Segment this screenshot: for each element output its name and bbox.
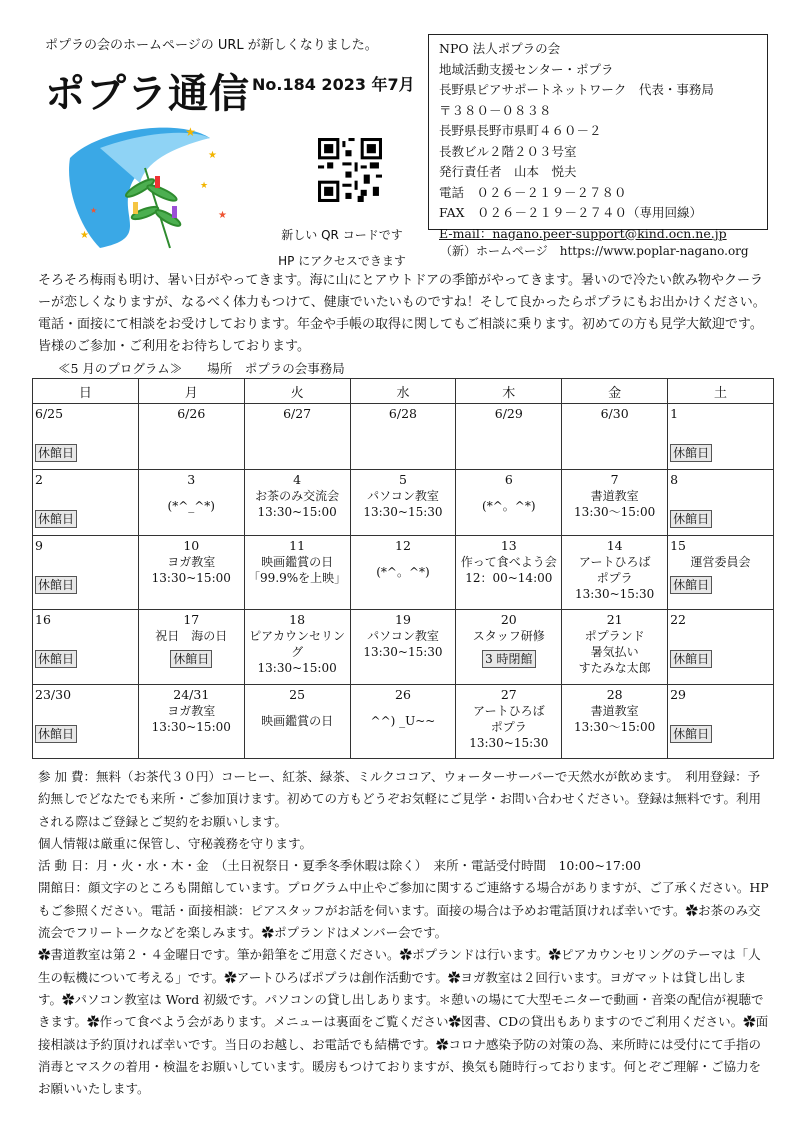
homepage-link[interactable]: （新）ホームページ https://www.poplar-nagano.org <box>440 244 749 258</box>
calendar-day-cell <box>562 469 668 535</box>
svg-text:★: ★ <box>218 210 227 221</box>
day-number: 6/25 <box>35 406 64 421</box>
closed-badge: 休館日 <box>170 650 212 668</box>
event-text: 13:30～15:00 <box>574 504 656 519</box>
event-text: 13:30~15:00 <box>151 570 231 585</box>
calendar-day-cell <box>668 610 774 684</box>
svg-text:★: ★ <box>200 181 209 191</box>
calendar-day-cell <box>668 535 774 609</box>
closed-badge: 休館日 <box>35 510 77 528</box>
day-number: 7 <box>610 471 619 487</box>
calendar-day-cell <box>456 469 562 535</box>
day-number: 17 <box>183 612 200 628</box>
closed-badge: 休館日 <box>670 510 712 528</box>
day-number: 12 <box>395 537 411 553</box>
calendar-day-cell <box>244 469 350 535</box>
day-number: 16 <box>35 612 51 628</box>
info-line: 長教ビル２階２０３号室 <box>439 143 577 159</box>
day-number: 28 <box>606 686 623 702</box>
day-number: 20 <box>500 612 517 628</box>
closed-badge: 休館日 <box>670 576 712 594</box>
weekday-header: 水 <box>350 379 456 404</box>
day-number: 6/30 <box>600 406 629 421</box>
closed-badge: 休館日 <box>670 725 712 743</box>
footer-notes <box>38 766 770 1100</box>
calendar-day-cell <box>138 535 244 609</box>
calendar-day-cell <box>456 610 562 684</box>
event-text: ピアカウンセリング <box>249 629 346 660</box>
event-text: パソコン教室 <box>367 629 439 644</box>
calendar-day-cell <box>562 610 668 684</box>
svg-text:★: ★ <box>80 230 89 241</box>
event-text: アートひろば <box>472 703 545 718</box>
day-number: 6/29 <box>494 406 523 421</box>
event-text: 13:30~15:00 <box>257 504 337 519</box>
event-text: ヨガ教室 <box>167 554 216 569</box>
day-number: 2 <box>35 471 43 487</box>
tanabata-illustration <box>60 118 235 258</box>
calendar-day-cell <box>138 684 244 759</box>
info-line: 発行責任者 山本 悦夫 <box>439 164 577 179</box>
day-number: 22 <box>670 612 686 628</box>
activity-days-note: 活 動 日：月・火・水・木・金 （土日祝祭日・夏季冬季休暇は除く） 来所・電話受付時間 10:00~17:00 <box>38 858 641 874</box>
intro-paragraph: そろそろ梅雨も明け、暑い日がやってきます。海に山にとアウトドアの季節がやってきます。暑いので冷たい飲み物やクーラーが恋しくなりますが、なるべく体力もつけて、健康でいたいものですね！そして良かったらポプラにもお出かけください。電話・面接にて相談をお受けしております。年金や手帳の取得に関してもご相談に乗ります。初めての方も見学大歓迎です。皆様のご参加・ご利用をお待ちしております。 <box>38 273 766 354</box>
fee-note: 参 加 費：無料（お茶代３０円）コーヒー、紅茶、緑茶、ミルクココア、ウォーターサーバーで天然水が飲めます。 利用登録：予約無しでどなたでも来所・ご参加頂けます。初めての方もどうぞお気軽にご見学・お問い合わせください。登録は無料です。利用される際はご登録とご契約をお願いします。 <box>38 769 762 829</box>
event-text: 暑気払い <box>590 645 639 660</box>
day-number: 27 <box>500 686 517 702</box>
event-text: 書道教室 <box>590 488 639 503</box>
svg-text:★: ★ <box>208 150 217 161</box>
calendar-week-row <box>33 404 774 470</box>
qr-caption: 新しい QR コードです HP にアクセスできます <box>278 228 406 268</box>
day-number: 23/30 <box>35 686 72 702</box>
event-text: (*^_^*) <box>167 498 215 513</box>
calendar-week-row <box>33 610 774 684</box>
closed-badge: 休館日 <box>35 650 77 668</box>
issue-number: No.184 2023 年7月 <box>252 75 415 94</box>
calendar-day-cell <box>138 610 244 684</box>
qr-code-icon[interactable] <box>318 138 382 202</box>
calendar-day-cell <box>138 469 244 535</box>
newsletter-title: ポプラ通信 <box>45 71 250 117</box>
event-text: 13:30~15:30 <box>363 504 443 519</box>
calendar-day-cell <box>244 684 350 759</box>
day-number: 18 <box>289 612 306 628</box>
event-text: 12：00~14:00 <box>465 570 553 585</box>
calendar-day-cell <box>456 535 562 609</box>
calendar-day-cell <box>350 535 456 609</box>
day-number: 8 <box>670 471 679 487</box>
info-line: 電話 ０２６－２１９－２７８０ <box>439 184 627 200</box>
day-number: 14 <box>606 537 623 553</box>
event-text: スタッフ研修 <box>472 629 545 644</box>
day-number: 6 <box>504 471 513 487</box>
closed-badge: 休館日 <box>35 576 77 594</box>
info-line: 〒３８０－０８３８ <box>439 102 552 118</box>
weekday-header: 日 <box>33 379 139 404</box>
calendar-day-cell <box>138 404 244 470</box>
day-number: 26 <box>395 686 411 702</box>
svg-text:★: ★ <box>185 125 196 139</box>
program-heading: ≪5 月のプログラム≫ 場所 ポプラの会事務局 <box>58 361 345 376</box>
calendar-week-row <box>33 684 774 759</box>
event-text: 書道教室 <box>590 703 639 718</box>
day-number: 15 <box>670 537 686 553</box>
calendar-day-cell <box>350 610 456 684</box>
event-text: ポプラ <box>490 719 527 734</box>
closed-badge: 3 時閉館 <box>482 650 535 668</box>
day-number: 13 <box>500 537 517 553</box>
event-text: (*^。^*) <box>482 498 536 513</box>
event-text: 13:30~15:00 <box>257 661 337 676</box>
calendar-week-row <box>33 535 774 609</box>
day-number: 25 <box>289 686 306 702</box>
calendar-day-cell <box>33 469 139 535</box>
day-number: 6/28 <box>388 406 417 421</box>
event-text: 13:30~15:30 <box>363 645 443 660</box>
calendar-day-cell <box>33 535 139 609</box>
calendar-day-cell <box>562 684 668 759</box>
weekday-header: 土 <box>668 379 774 404</box>
calendar-day-cell <box>33 610 139 684</box>
closed-badge: 休館日 <box>35 444 77 462</box>
opening-note: 開館日：顔文字のところも開館しています。プログラム中止やご参加に関するご連絡する場合がありますが、ご了承ください。HPもご参照ください。電話・面接相談：ピアスタッフがお話を伺います。面接の場合は予めお電話頂ければ幸いです。✿お茶のみ交流会でフリートークなどを楽しみます。✿ポプランドはメンバー会です。 <box>38 880 769 941</box>
calendar-day-cell <box>456 404 562 470</box>
weekday-header: 木 <box>456 379 562 404</box>
event-text: 映画鑑賞の日 <box>261 554 334 569</box>
privacy-note: 個人情報は厳重に保管し、守秘義務を守ります。 <box>38 835 313 851</box>
email-link[interactable]: E-mail：nagano.peer-support@kind.ocn.ne.jp <box>439 225 727 241</box>
calendar-day-cell <box>668 469 774 535</box>
event-text: アートひろば <box>578 554 651 569</box>
day-number: 11 <box>289 537 306 553</box>
calendar-day-cell <box>244 404 350 470</box>
calendar-day-cell <box>562 535 668 609</box>
calendar-day-cell <box>33 684 139 759</box>
closed-badge: 休館日 <box>670 650 712 668</box>
day-number: 4 <box>293 471 302 487</box>
event-text: 「99.9%を上映」 <box>248 570 347 585</box>
event-text: 13:30~15:30 <box>575 586 655 601</box>
info-line: 長野県ピアサポートネットワーク 代表・事務局 <box>439 82 714 97</box>
event-text: パソコン教室 <box>367 488 439 503</box>
weekday-header: 月 <box>138 379 244 404</box>
day-number: 21 <box>606 612 623 628</box>
event-text: 運営委員会 <box>690 554 751 569</box>
info-line: 地域活動支援センター・ポプラ <box>439 61 614 77</box>
day-number: 19 <box>395 612 411 628</box>
calendar-day-cell <box>668 684 774 759</box>
info-line: FAX ０２６－２１９－２７４０（専用回線） <box>439 205 703 220</box>
event-text: 祝日 海の日 <box>155 629 228 644</box>
day-number: 3 <box>187 471 196 487</box>
event-text: 13:30~15:30 <box>469 735 549 750</box>
day-number: 29 <box>670 686 686 702</box>
event-text: お茶のみ交流会 <box>255 488 340 503</box>
program-calendar <box>32 378 774 759</box>
program-details-note: ✿書道教室は第２・４金曜日です。筆か鉛筆をご用意ください。✿ポプランドは行います。✿ピアカウンセリングのテーマは「人生の転機について考える」です。✿アートひろばポプラは創作活動です。✿ヨガ教室は２回行います。ヨガマットは貸し出します。✿パソコン教室は Word 初級です。パソコンの貸し出しあります。＊憩いの場にて大型モニターで動画・音楽の配信が視聴できます。✿作って食べよう会があります。メニューは裏面をご覧ください✿図書、CDの貸出もありますのでご利用ください。✿面接相談は予約頂ければ幸いです。当日のお越し、お電話でも結構です。✿コロナ感染予防の対策の為、来所時には受付にて手指の消毒とマスクの着用・検温をお願いしています。暖房もつけておりますが、換気も随時行っております。何とぞご理解・ご協力をお願いいたします。 <box>38 947 769 1097</box>
day-number: 1 <box>670 406 679 421</box>
url-notice: ポプラの会のホームページの URL が新しくなりました。 <box>45 38 378 53</box>
calendar-day-cell <box>33 404 139 470</box>
event-text: 13:30~15:00 <box>151 719 231 734</box>
event-text: ポプラ <box>596 570 633 585</box>
event-text: ^^) _U~~ <box>370 713 436 728</box>
day-number: 6/26 <box>177 406 206 421</box>
event-text: (*^。^*) <box>376 564 430 579</box>
calendar-day-cell <box>456 684 562 759</box>
info-line: NPO 法人ポプラの会 <box>439 41 561 56</box>
day-number: 9 <box>35 537 43 553</box>
event-text: ヨガ教室 <box>167 703 216 718</box>
day-number: 24/31 <box>173 686 210 702</box>
weekday-header: 火 <box>244 379 350 404</box>
organization-info-box <box>428 34 768 241</box>
calendar-day-cell <box>244 610 350 684</box>
weekday-header: 金 <box>562 379 668 404</box>
calendar-day-cell <box>562 404 668 470</box>
day-number: 5 <box>398 471 407 487</box>
calendar-week-row <box>33 469 774 535</box>
info-line: 長野県長野市県町４６０－２ <box>439 123 602 138</box>
event-text: すたみな太郎 <box>578 661 651 676</box>
calendar-day-cell <box>244 535 350 609</box>
calendar-day-cell <box>350 469 456 535</box>
event-text: ポプランド <box>584 629 645 644</box>
svg-text:★: ★ <box>90 206 98 215</box>
event-text: 映画鑑賞の日 <box>261 713 334 728</box>
closed-badge: 休館日 <box>35 725 77 743</box>
closed-badge: 休館日 <box>670 444 712 462</box>
calendar-day-cell <box>350 404 456 470</box>
day-number: 10 <box>183 537 200 553</box>
event-text: 13:30～15:00 <box>574 719 656 734</box>
event-text: 作って食べよう会 <box>460 554 557 569</box>
day-number: 6/27 <box>283 406 312 421</box>
calendar-day-cell <box>668 404 774 470</box>
calendar-day-cell <box>350 684 456 759</box>
